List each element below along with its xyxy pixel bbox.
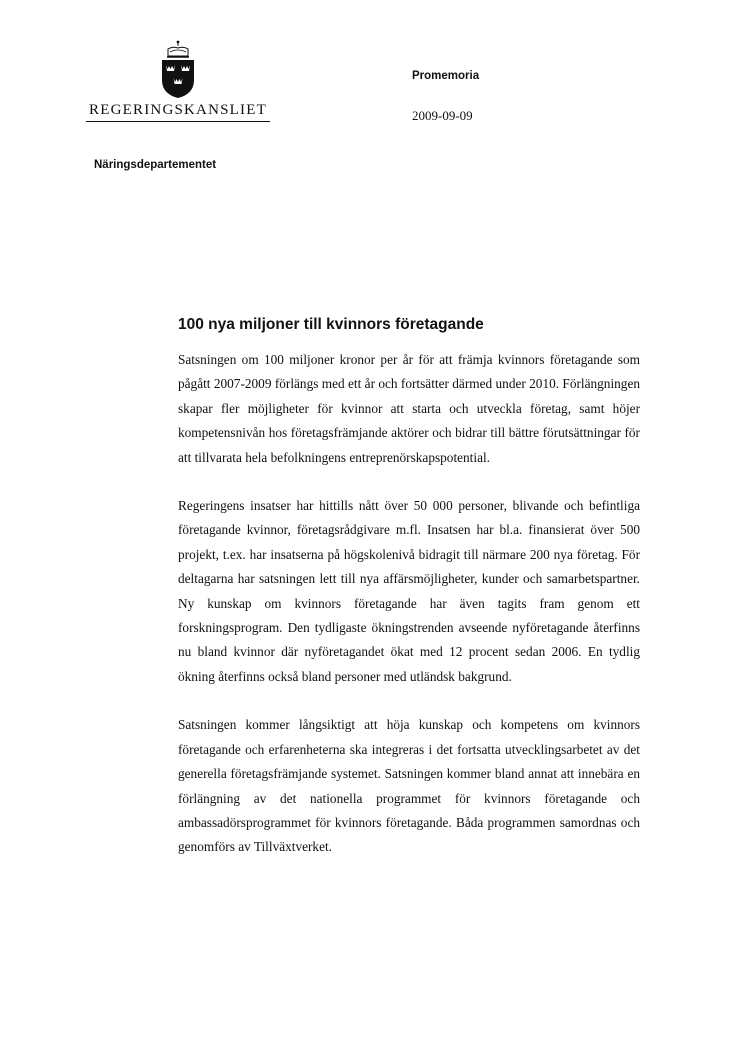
body-paragraph: Satsningen om 100 miljoner kronor per år för att främja kvinnors företagande som pågått 2007-2009 förlängs med ett år och fortsätter därmed under 2010. Förlängningen skapar fler möjligheter för kvinnor att starta och utveckla företag, samt höjer kompetensnivån hos företagsfrämjande aktörer och bidrar till bättre förutsättningar för att tillvarata hela befolkningens entreprenörskapspotential.	[178, 352, 640, 465]
memo-title: 100 nya miljoner till kvinnors företagande	[178, 316, 484, 333]
three-crowns-crest-icon	[158, 40, 198, 100]
logo-divider	[86, 121, 270, 122]
document-type: Promemoria	[412, 70, 480, 82]
memo-body	[178, 314, 640, 884]
body-paragraph: Regeringens insatser har hittills nått över 50 000 personer, blivande och befintliga företagande kvinnor, företagsrådgivare m.fl. Insatsen har bl.a. finansierat över 500 projekt, t.ex. har insatserna på högskolenivå bidragit till närmare 200 nya företag. För deltagarna har satsningen lett till nya affärsmöjligheter, kunder och samarbetspartner. Ny kunskap om kvinnors företagande har även tagits fram genom ett forskningsprogram. Den tydligaste ökningstrenden avseende nyföretagande återfinns nu bland kvinnor där nyföretagandet ökat med 12 procent sedan 2006. En tydlig ökning återfinns också bland personer med utländsk bakgrund.	[178, 498, 640, 684]
department-name: Näringsdepartementet	[94, 159, 217, 171]
document-date: 2009-09-09	[412, 108, 473, 123]
body-paragraph: Satsningen kommer långsiktigt att höja kunskap och kompetens om kvinnors företagande och erfarenheterna ska integreras i det fortsatta utvecklingsarbetet av det generella företagsfrämjande systemet. Satsningen kommer bland annat att innebära en förlängning av det nationella programmet för kvinnors företagande och ambassadörsprogrammet för kvinnors företagande. Båda programmen samordnas och genomförs av Tillväxtverket.	[178, 717, 640, 855]
organization-name: REGERINGSKANSLIET	[89, 102, 267, 118]
